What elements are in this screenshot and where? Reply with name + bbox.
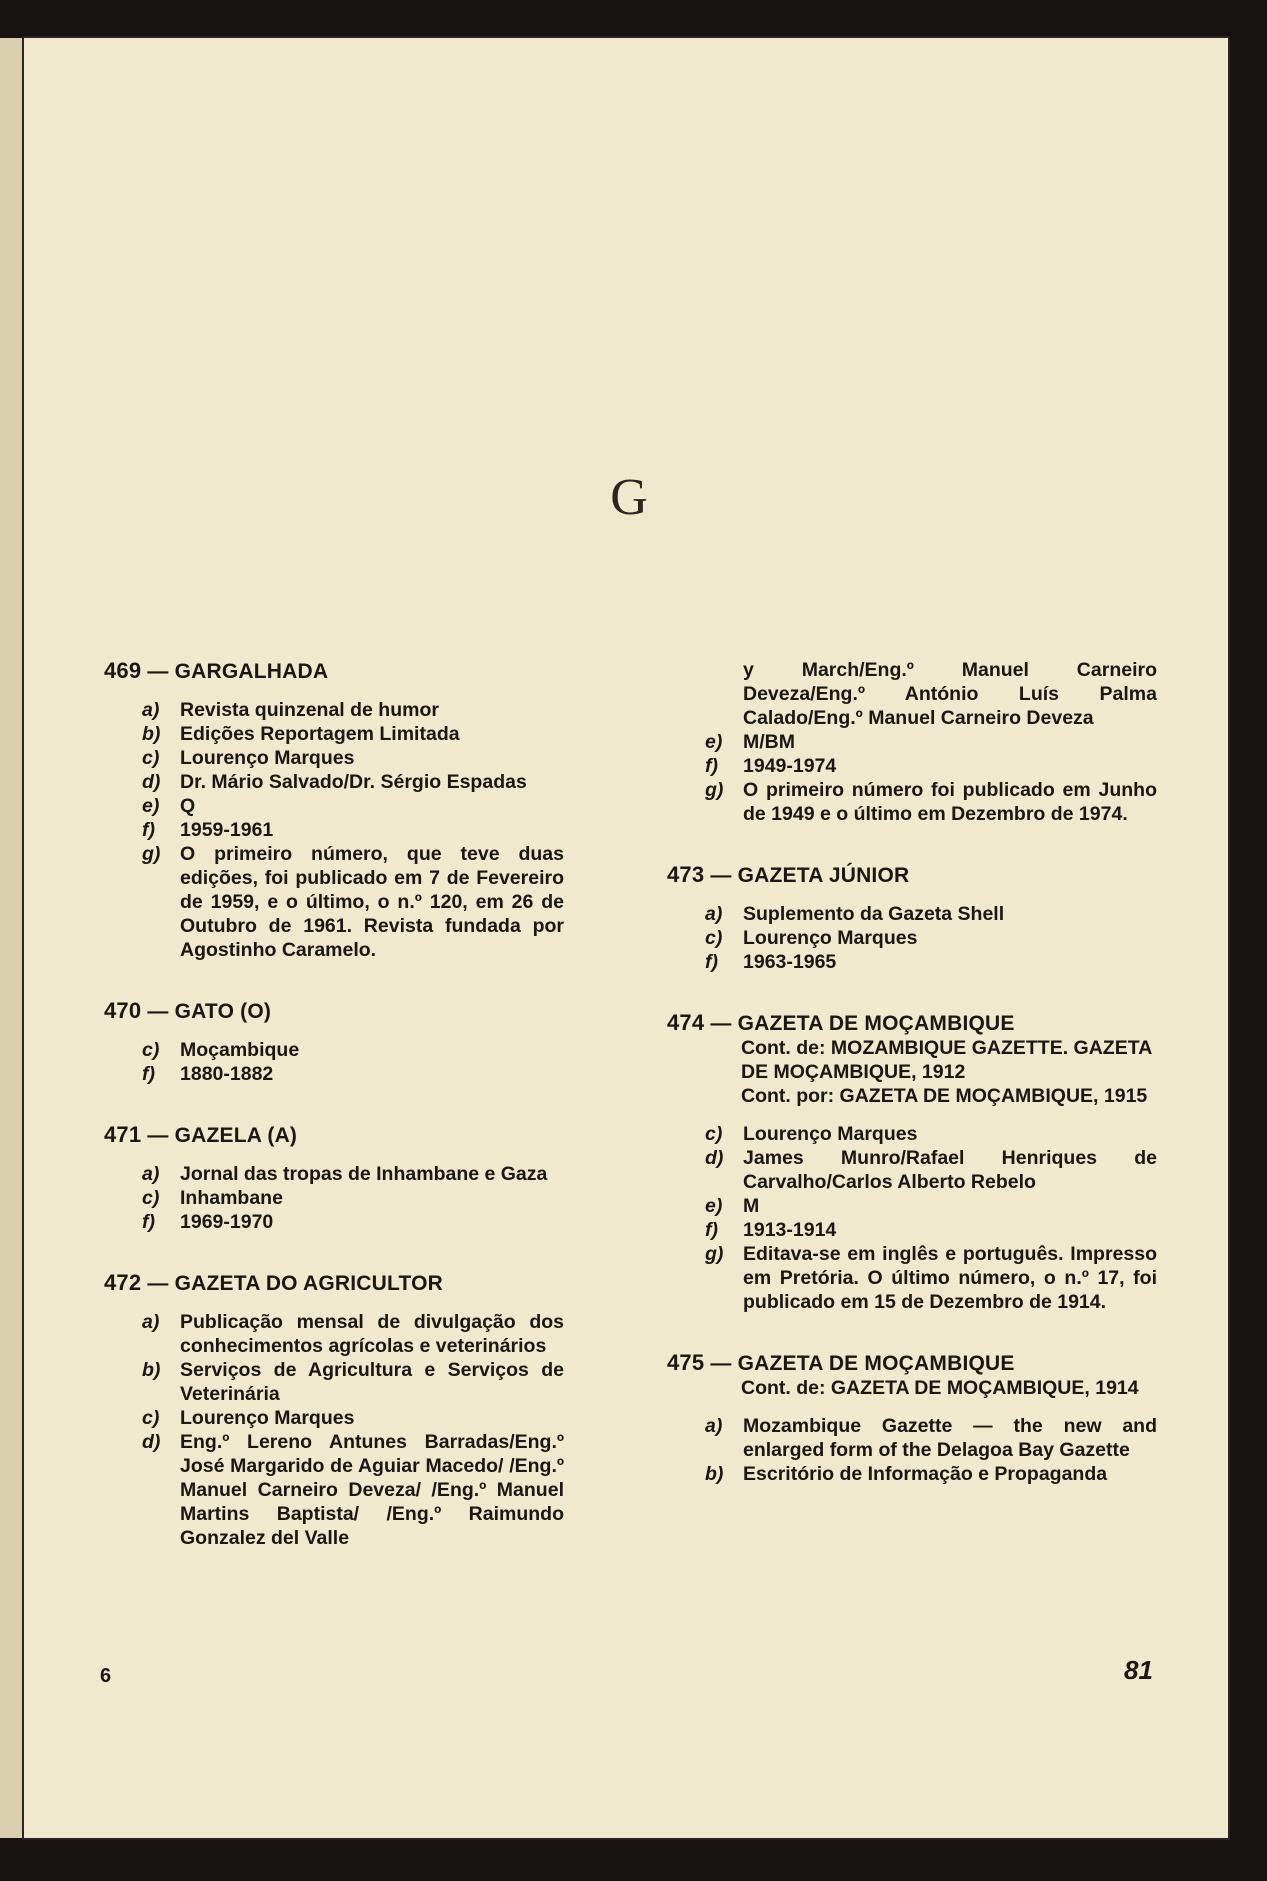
field-row bbox=[705, 730, 1157, 754]
entry-number: 470 bbox=[104, 998, 142, 1023]
continuation-note: Cont. por: GAZETA DE MOÇAMBIQUE, 1915 bbox=[741, 1085, 1148, 1107]
right-column bbox=[667, 658, 1157, 1522]
page-number-left: 6 bbox=[100, 1665, 112, 1687]
field-row bbox=[705, 754, 1157, 778]
page-number-right: 81 bbox=[1124, 1655, 1153, 1685]
field-value: Lourenço Marques bbox=[180, 747, 355, 769]
field-key: f) bbox=[142, 819, 155, 841]
entry-number: 469 bbox=[104, 658, 142, 683]
entry-title: GAZETA JÚNIOR bbox=[737, 864, 910, 887]
field-value: 1949-1974 bbox=[743, 755, 837, 777]
field-value: Escritório de Informação e Propaganda bbox=[743, 1463, 1108, 1485]
field-value: Moçambique bbox=[180, 1039, 300, 1061]
entry-number: 475 bbox=[667, 1350, 705, 1375]
field-value: Serviços de Agricultura e Serviços de Veterinária bbox=[180, 1359, 564, 1405]
field-row bbox=[142, 1186, 564, 1210]
field-value: Revista quinzenal de humor bbox=[180, 699, 439, 721]
entry-475 bbox=[667, 1350, 1157, 1486]
field-value: M bbox=[743, 1195, 760, 1217]
field-value: Lourenço Marques bbox=[743, 1123, 918, 1145]
field-value: 1959-1961 bbox=[180, 819, 274, 841]
field-value: y March/Eng.º Manuel Carneiro Deveza/Eng.º António Luís Palma Calado/Eng.º Manuel Carneiro Deveza bbox=[743, 659, 1157, 729]
field-value: O primeiro número, que teve duas edições, foi publicado em 7 de Fevereiro de 1959, e o último, o n.º 120, em 26 de Outubro de 1961. Revista fundada por Agostinho Caramelo. bbox=[180, 843, 564, 961]
field-row bbox=[705, 1122, 1157, 1146]
entry-473 bbox=[667, 862, 1157, 974]
field-row bbox=[705, 1194, 1157, 1218]
field-key bbox=[705, 658, 743, 730]
entry-heading: 473 — GAZETA JÚNIOR bbox=[667, 862, 910, 887]
left-column bbox=[104, 658, 564, 1586]
field-value: James Munro/Rafael Henriques de Carvalho/Carlos Alberto Rebelo bbox=[743, 1147, 1157, 1193]
field-key: f) bbox=[705, 755, 718, 777]
entry-472 bbox=[104, 1270, 564, 1550]
field-key: a) bbox=[142, 1163, 160, 1185]
field-value: 1963-1965 bbox=[743, 951, 837, 973]
continuation-note: Cont. de: GAZETA DE MOÇAMBIQUE, 1914 bbox=[741, 1377, 1139, 1399]
entry-474 bbox=[667, 1010, 1157, 1314]
field-key: e) bbox=[705, 1195, 723, 1217]
field-key: b) bbox=[142, 1359, 161, 1381]
field-value: Inhambane bbox=[180, 1187, 283, 1209]
field-key: c) bbox=[142, 1187, 160, 1209]
field-row bbox=[142, 698, 564, 722]
field-row bbox=[142, 1210, 564, 1234]
entry-title: GAZELA (A) bbox=[174, 1124, 298, 1147]
field-value: Jornal das tropas de Inhambane e Gaza bbox=[180, 1163, 548, 1185]
field-key: b) bbox=[142, 723, 161, 745]
field-row bbox=[142, 1038, 564, 1062]
field-value: Mozambique Gazette — the new and enlarged form of the Delagoa Bay Gazette bbox=[743, 1415, 1157, 1461]
field-value: O primeiro número foi publicado em Junho de 1949 e o último em Dezembro de 1974. bbox=[743, 779, 1157, 825]
entry-title: GAZETA DE MOÇAMBIQUE bbox=[737, 1352, 1015, 1375]
field-key: a) bbox=[142, 1311, 160, 1333]
section-letter: G bbox=[610, 469, 648, 526]
field-row bbox=[142, 1062, 564, 1086]
field-value: 1969-1970 bbox=[180, 1211, 274, 1233]
entry-472-continued bbox=[667, 658, 1157, 826]
entry-title: GATO (O) bbox=[174, 1000, 272, 1023]
entry-number: 471 bbox=[104, 1122, 142, 1147]
field-key: b) bbox=[705, 1463, 724, 1485]
field-key: f) bbox=[705, 1219, 718, 1241]
field-key: d) bbox=[705, 1147, 724, 1169]
field-key: f) bbox=[705, 951, 718, 973]
field-key: g) bbox=[705, 779, 724, 801]
field-value: Lourenço Marques bbox=[743, 927, 918, 949]
entry-title: GARGALHADA bbox=[174, 660, 329, 683]
field-key: e) bbox=[142, 795, 160, 817]
field-row bbox=[705, 1146, 1157, 1194]
field-row bbox=[142, 1162, 564, 1186]
field-value: Editava-se em inglês e português. Impresso em Pretória. O último número, o n.º 17, foi publicado em 15 de Dezembro de 1914. bbox=[743, 1243, 1157, 1313]
field-row bbox=[142, 770, 564, 794]
entry-heading: 470 — GATO (O) bbox=[104, 998, 272, 1023]
entry-470 bbox=[104, 998, 564, 1086]
field-row bbox=[142, 1310, 564, 1358]
entry-heading: 475 — GAZETA DE MOÇAMBIQUE bbox=[667, 1350, 1015, 1375]
field-row bbox=[142, 746, 564, 770]
entry-heading: 469 — GARGALHADA bbox=[104, 658, 329, 683]
entry-heading: 471 — GAZELA (A) bbox=[104, 1122, 298, 1147]
field-row bbox=[705, 902, 1157, 926]
entry-number: 473 bbox=[667, 862, 705, 887]
entry-title: GAZETA DO AGRICULTOR bbox=[174, 1272, 444, 1295]
field-row bbox=[142, 1430, 564, 1550]
entry-heading: 474 — GAZETA DE MOÇAMBIQUE bbox=[667, 1010, 1015, 1035]
field-row bbox=[705, 658, 1157, 730]
field-row bbox=[705, 1242, 1157, 1314]
field-key: c) bbox=[142, 747, 160, 769]
field-key: a) bbox=[705, 903, 723, 925]
field-value: Edições Reportagem Limitada bbox=[180, 723, 460, 745]
field-row bbox=[142, 1406, 564, 1430]
field-key: c) bbox=[705, 927, 723, 949]
field-row bbox=[705, 1414, 1157, 1462]
field-row bbox=[142, 1358, 564, 1406]
field-row bbox=[705, 778, 1157, 826]
field-key: d) bbox=[142, 771, 161, 793]
field-key: f) bbox=[142, 1063, 155, 1085]
field-key: a) bbox=[142, 699, 160, 721]
field-row bbox=[142, 722, 564, 746]
field-row bbox=[142, 818, 564, 842]
field-key: e) bbox=[705, 731, 723, 753]
field-key: f) bbox=[142, 1211, 155, 1233]
field-value: Lourenço Marques bbox=[180, 1407, 355, 1429]
book-page bbox=[24, 38, 1228, 1838]
field-value: M/BM bbox=[743, 731, 795, 753]
field-value: Publicação mensal de divulgação dos conhecimentos agrícolas e veterinários bbox=[180, 1311, 564, 1357]
field-row bbox=[705, 1218, 1157, 1242]
entry-number: 472 bbox=[104, 1270, 142, 1295]
field-value: Q bbox=[180, 795, 196, 817]
field-key: c) bbox=[705, 1123, 723, 1145]
field-value: Eng.º Lereno Antunes Barradas/Eng.º José Margarido de Aguiar Macedo/ /Eng.º Manuel Carneiro Deveza/ /Eng.º Manuel Martins Baptista/ /Eng.º Raimundo Gonzalez del Valle bbox=[180, 1431, 564, 1549]
field-row bbox=[705, 950, 1157, 974]
field-row bbox=[142, 842, 564, 962]
field-value: 1913-1914 bbox=[743, 1219, 837, 1241]
field-value: Dr. Mário Salvado/Dr. Sérgio Espadas bbox=[180, 771, 527, 793]
entry-471 bbox=[104, 1122, 564, 1234]
binding-edge bbox=[0, 38, 24, 1838]
field-row bbox=[705, 1462, 1157, 1486]
field-key: c) bbox=[142, 1039, 160, 1061]
continuation-note: Cont. de: MOZAMBIQUE GAZETTE. GAZETA DE MOÇAMBIQUE, 1912 bbox=[741, 1037, 1152, 1083]
field-key: c) bbox=[142, 1407, 160, 1429]
field-value: Suplemento da Gazeta Shell bbox=[743, 903, 1005, 925]
field-key: g) bbox=[705, 1243, 724, 1265]
field-key: a) bbox=[705, 1415, 723, 1437]
entry-heading: 472 — GAZETA DO AGRICULTOR bbox=[104, 1270, 444, 1295]
field-row bbox=[142, 794, 564, 818]
field-key: g) bbox=[142, 843, 161, 865]
entry-number: 474 bbox=[667, 1010, 705, 1035]
entry-title: GAZETA DE MOÇAMBIQUE bbox=[737, 1012, 1015, 1035]
entry-469 bbox=[104, 658, 564, 962]
field-key: d) bbox=[142, 1431, 161, 1453]
field-row bbox=[705, 926, 1157, 950]
field-value: 1880-1882 bbox=[180, 1063, 274, 1085]
